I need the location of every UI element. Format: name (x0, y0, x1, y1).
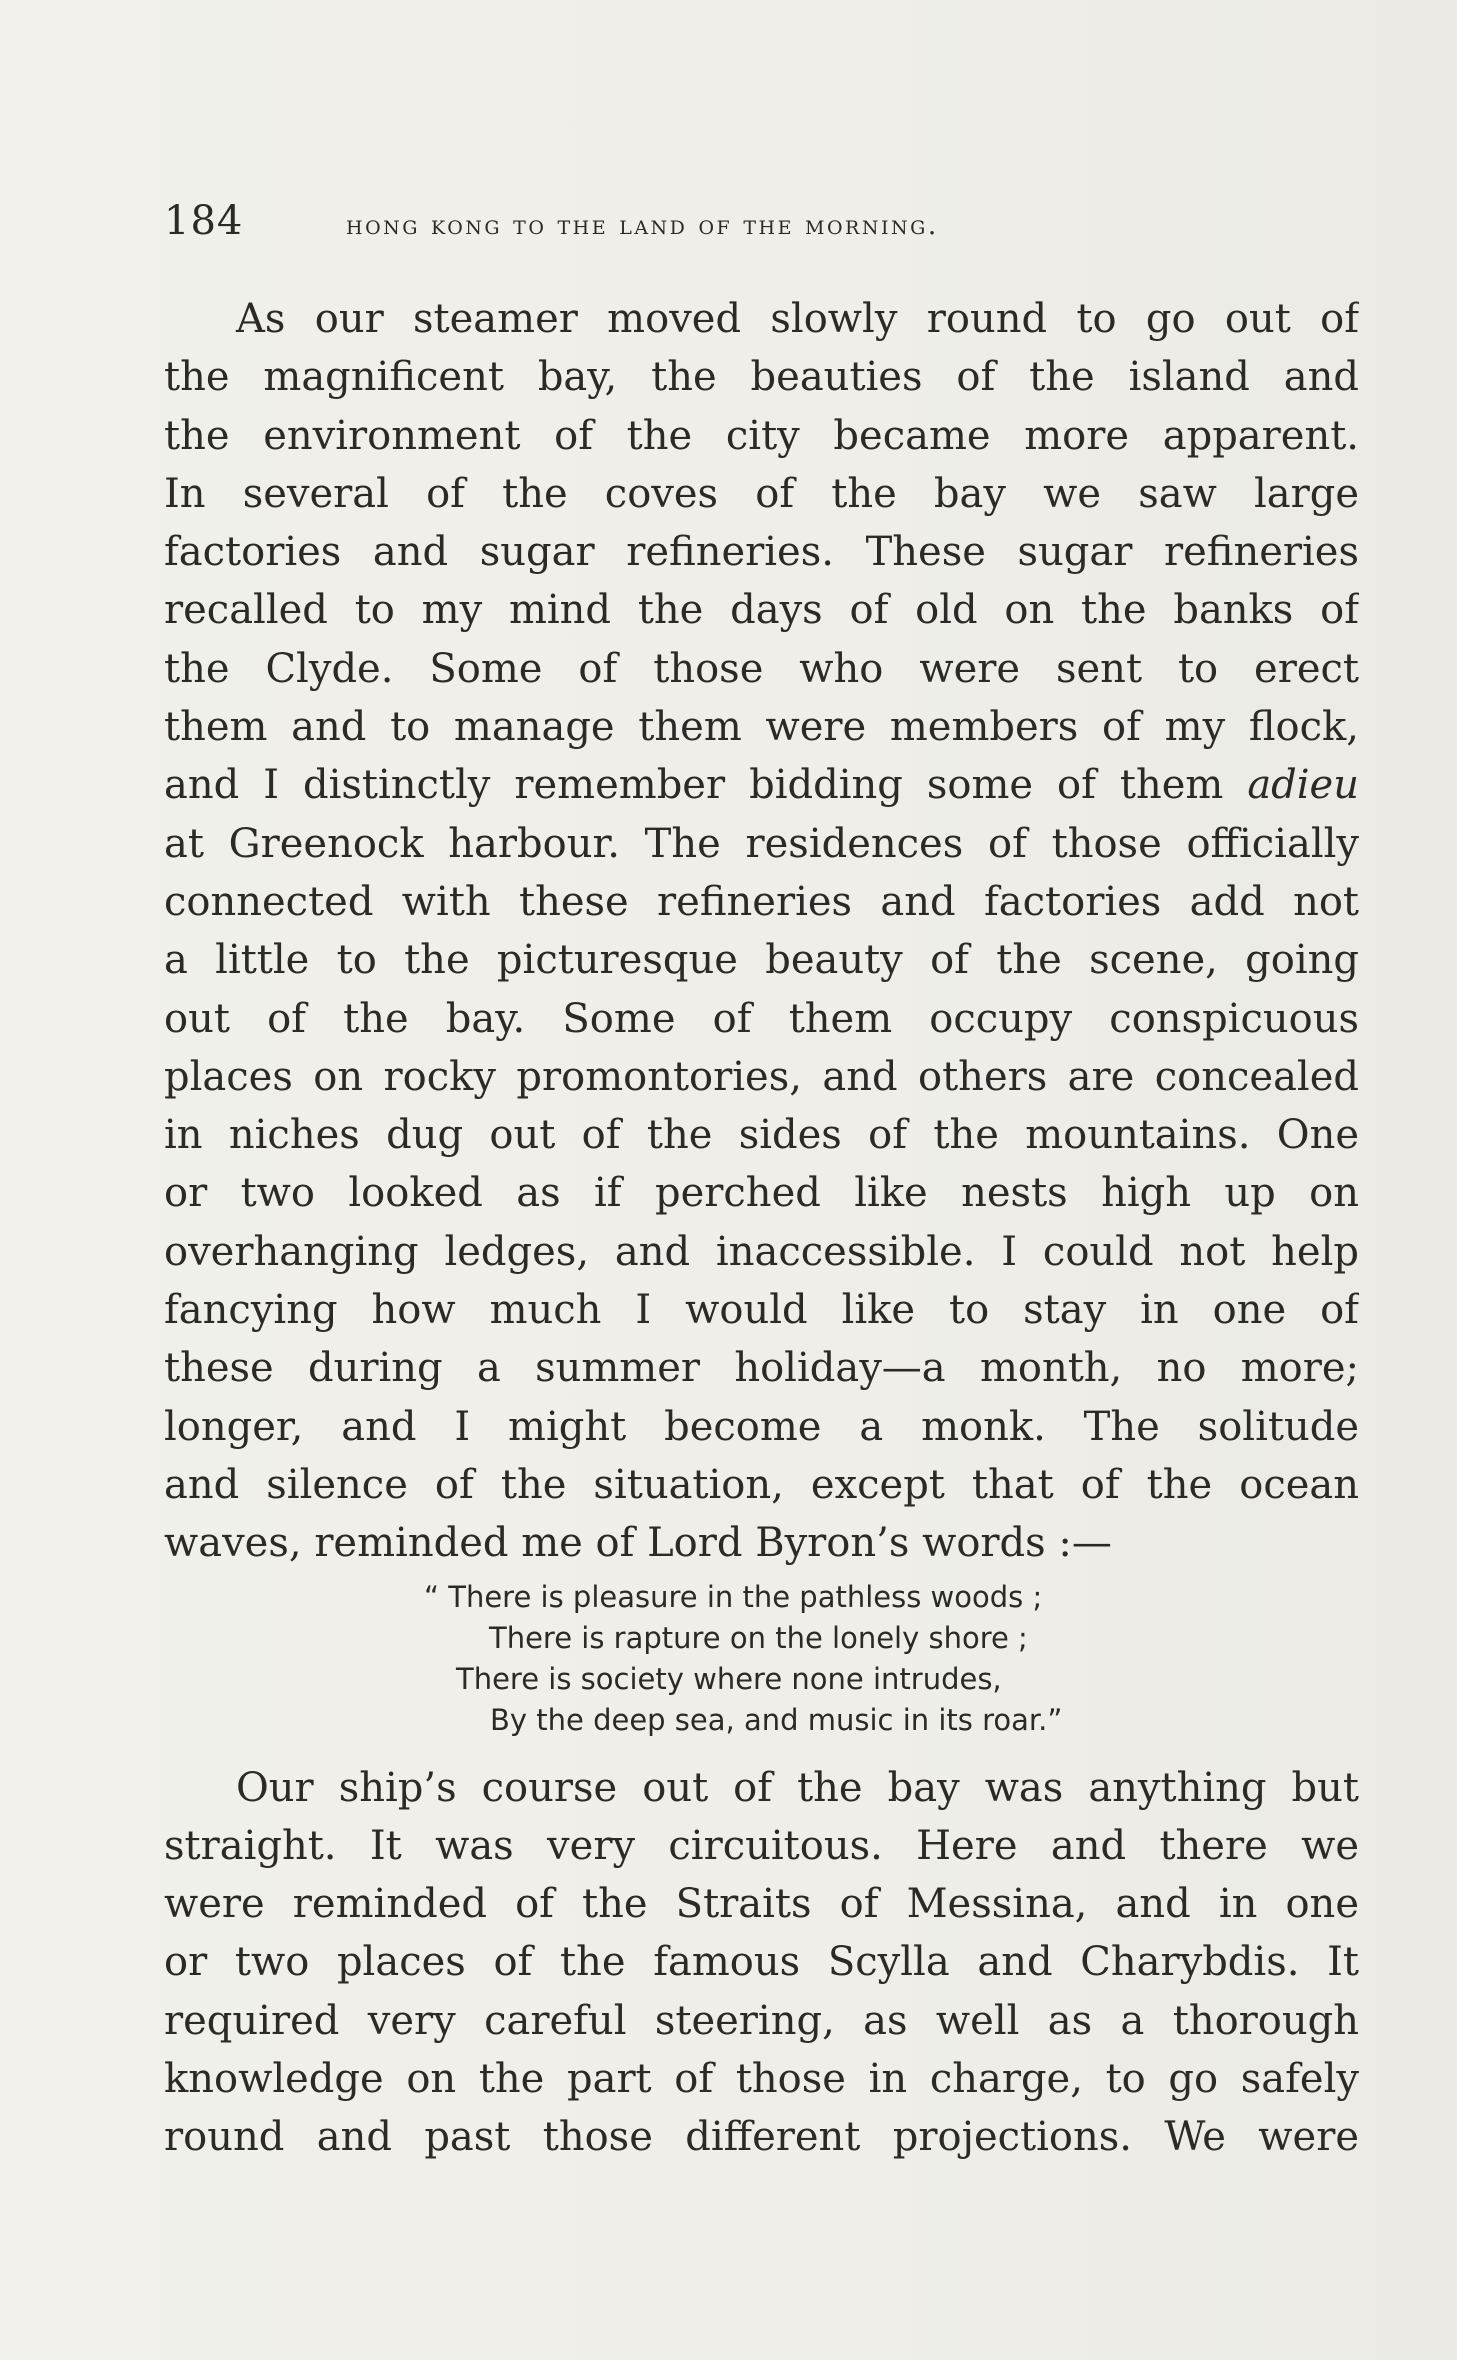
verse-quotation (164, 1577, 1359, 1741)
text-line: waves, reminded me of Lord Byron’s words :— (164, 1520, 1112, 1567)
italic-word: adieu (1247, 762, 1359, 809)
text-line: straight. It was very circuitous. Here and there we (164, 1822, 1359, 1869)
text-line: fancying how much I would like to stay in one of (164, 1287, 1359, 1334)
page-number: 184 (164, 198, 244, 244)
text-line: or two places of the famous Scylla and Charybdis. It (164, 1939, 1359, 1986)
text-line: recalled to my mind the days of old on the banks of (164, 587, 1359, 634)
text-line: longer, and I might become a monk. The solitude (164, 1403, 1359, 1450)
text-line: required very careful steering, as well as a thorough (164, 1997, 1359, 2044)
paragraph (164, 290, 1359, 1573)
text-line: As our steamer moved slowly round to go out of (236, 296, 1359, 342)
text-line: and silence of the situation, except that of the ocean (164, 1461, 1359, 1508)
text-line: the Clyde. Some of those who were sent to erect (164, 645, 1359, 692)
verse-line: By the deep sea, and music in its roar.” (490, 1702, 1063, 1737)
text-line: Our ship’s course out of the bay was anything but (236, 1764, 1359, 1811)
text-line: in niches dug out of the sides of the mountains. One (164, 1112, 1359, 1159)
text-line: or two looked as if perched like nests high up on (164, 1170, 1359, 1217)
running-head (164, 198, 1174, 248)
text-line: overhanging ledges, and inaccessible. I could not help (164, 1228, 1359, 1275)
text-segment: and I distinctly remember bidding some of them (164, 762, 1224, 809)
text-line: were reminded of the Straits of Messina, and in one (164, 1881, 1359, 1928)
body-text (164, 290, 1359, 2167)
verse-line: “ There is pleasure in the pathless woods ; (424, 1579, 1043, 1614)
text-line: these during a summer holiday—a month, no more; (164, 1345, 1359, 1392)
text-line: places on rocky promontories, and others are concealed (164, 1053, 1359, 1100)
text-line: connected with these refineries and factories add not (164, 878, 1359, 925)
text-line (164, 756, 1359, 814)
text-line: factories and sugar refineries. These sugar refineries (164, 529, 1359, 576)
text-line: round and past those different projections. We were (164, 2114, 1359, 2161)
text-line: them and to manage them were members of my flock, (164, 704, 1359, 751)
text-line: knowledge on the part of those in charge, to go safely (164, 2056, 1359, 2103)
verse-line: There is rapture on the lonely shore ; (489, 1620, 1028, 1655)
text-line: In several of the coves of the bay we saw large (164, 470, 1359, 517)
text-line: at Greenock harbour. The residences of those officially (164, 820, 1359, 867)
paragraph (164, 1759, 1359, 2167)
running-title: hong kong to the land of the morning. (346, 210, 939, 241)
text-line: out of the bay. Some of them occupy conspicuous (164, 995, 1359, 1042)
verse-line: There is society where none intrudes, (456, 1661, 1002, 1696)
text-line: the environment of the city became more apparent. (164, 412, 1359, 459)
text-line: a little to the picturesque beauty of the scene, going (164, 937, 1359, 984)
text-line: the magnificent bay, the beauties of the island and (164, 354, 1359, 401)
